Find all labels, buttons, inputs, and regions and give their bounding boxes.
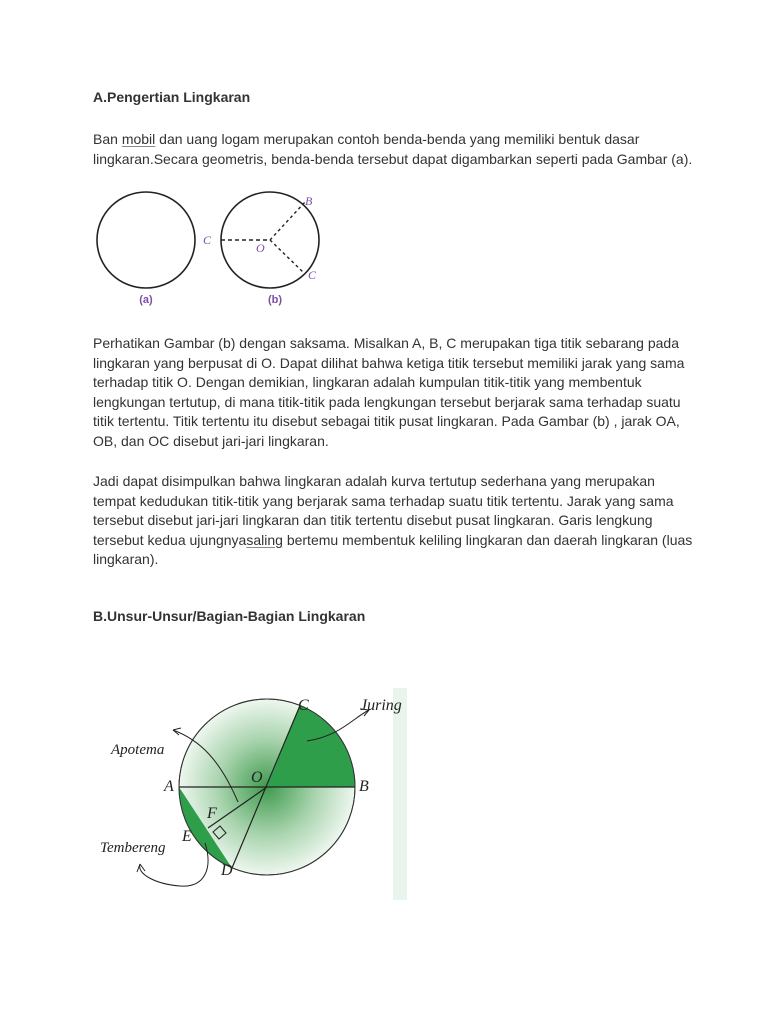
label-tembereng: Tembereng <box>100 840 166 856</box>
label-figure-b: (b) <box>267 294 283 306</box>
label-point-e: E <box>182 828 192 845</box>
label-point-d: D <box>221 862 233 879</box>
label-figure-a: (a) <box>139 294 153 306</box>
label-point-o: O <box>251 769 263 786</box>
paragraph-conclusion-text-end: bertemu membentuk keliling lingkaran dan daerah lingkaran (luas lingkaran). <box>93 531 693 567</box>
paragraph-intro-text-end: dan uang logam merupakan contoh benda-benda yang memiliki bentuk dasar lingkaran.Secara geometris, benda-benda tersebut dapat digambarkan seperti pada Gambar (a). <box>93 131 693 167</box>
label-point-c-left: C <box>203 233 212 247</box>
link-saling[interactable]: saling <box>246 531 283 548</box>
radius-oc-right <box>270 240 305 274</box>
paragraph-intro <box>93 130 693 169</box>
label-point-c-right: C <box>308 268 317 282</box>
label-point-o: O <box>256 241 265 255</box>
paragraph-conclusion <box>93 472 693 570</box>
paragraph-intro-text-start: Ban <box>93 131 122 147</box>
section-a-title: A.Pengertian Lingkaran <box>93 89 251 105</box>
label-apotema: Apotema <box>111 742 165 758</box>
shade-strip <box>393 688 407 900</box>
label-point-a: A <box>164 778 174 795</box>
figure-circle-parts <box>95 688 410 900</box>
paragraph-conclusion-text-start: Jadi dapat disimpulkan bahwa lingkaran adalah kurva tertutup sederhana yang merupakan tempat kedudukan titik-titik yang berjarak sama terhadap suatu titik tertentu. Jarak yang sama tersebut disebut jari-jari lingkaran dan titik tertentu disebut pusat lingkaran. Garis lengkung tersebut kedua ujungnya <box>93 473 674 548</box>
label-point-b: B <box>359 778 369 795</box>
label-point-f: F <box>207 805 217 822</box>
label-point-c: C <box>298 697 309 714</box>
paragraph-explanation: Perhatikan Gambar (b) dengan saksama. Misalkan A, B, C merupakan tiga titik sebarang pada lingkaran yang berpusat di O. Dapat dilihat bahwa ketiga titik tersebut memiliki jarak yang sama terhadap titik O. Dengan demikian, lingkaran adalah kumpulan titik-titik yang membentuk lengkungan tertutup, di mana titik-titik pada lengkungan tersebut berjarak sama terhadap suatu titik tertentu. Titik tertentu itu disebut sebagai titik pusat lingkaran. Pada Gambar (b) , jarak OA, OB, dan OC disebut jari-jari lingkaran. <box>93 335 685 449</box>
link-mobil[interactable]: mobil <box>121 131 156 147</box>
label-juring: Juring <box>360 697 402 714</box>
radius-ob <box>270 202 305 240</box>
circle-a <box>97 192 195 288</box>
section-b-title: B.Unsur-Unsur/Bagian-Bagian Lingkaran <box>93 608 366 624</box>
figure-circles-a-b <box>90 188 330 313</box>
label-point-b: B <box>305 194 313 208</box>
